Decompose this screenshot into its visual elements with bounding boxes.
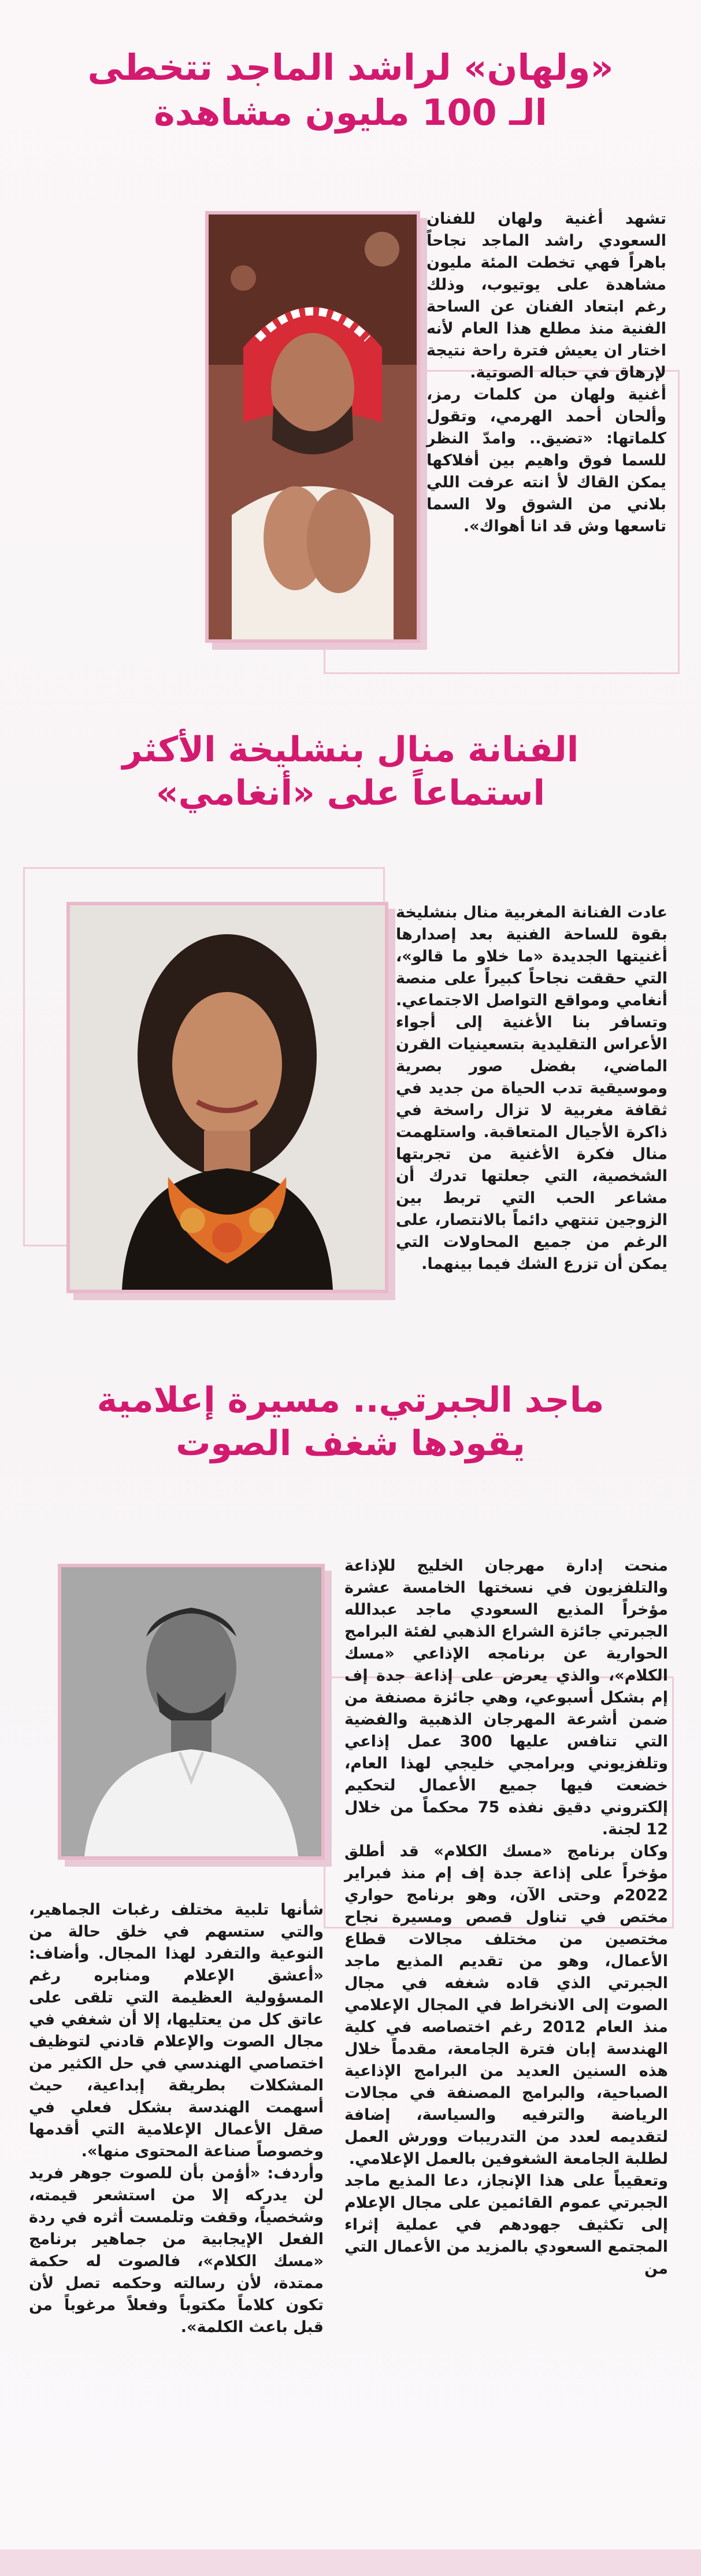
article1-headline	[29, 45, 672, 135]
singer-portrait-icon	[70, 905, 385, 1290]
headline-line: يقودها شغف الصوت	[176, 1423, 525, 1464]
presenter-portrait-icon	[61, 1567, 321, 1856]
bottom-band	[0, 2549, 701, 2576]
singer-portrait-icon	[209, 214, 417, 639]
headline-line: ماجد الجبرتي.. مسيرة إعلامية	[97, 1380, 604, 1420]
article-paragraph: وتعقيباً على هذا الإنجاز، دعا المذيع ماجد الجبرتي عموم القائمين على مجال الإعلام إلى تكثيف جهودهم في عملية إثراء المجتمع السعودي بالمزيد من الأعمال التي من	[344, 2172, 668, 2278]
article-paragraph: وكان برنامج «مسك الكلام» قد أطلق مؤخراً على إذاعة جدة إف إم منذ فبراير 2022م وحتى الآن، وهو برنامج حواري مختص في تناول قصص ومسيرة نجاح مختصين من مختلف مجالات قطاع الأعمال، وهو من تقديم المذيع ماجد الجبرتي الذي قاده شغفه في مجال الصوت إلى الانخراط في المجال الإعلامي منذ العام 2012 رغم اختصاصه في كلية الهندسة إبان فترة الجامعة، مقدماً خلال هذه السنين العديد من البرامج الإذاعية الصباحية، والبرامج المصنفة في مجالات الرياضة والترفيه والسياسة، إضافة لتقديمه لعدد من التدريبات وورش العمل لطلبة الجامعة الشغوفين بالعمل الإعلامي.	[344, 1842, 668, 2168]
article-paragraph: عادت الفنانة المغربية منال بنشليخة بقوة للساحة الفنية بعد إصدارها أغنيتها الجديدة «ما خلاو ما قالو»، التي حققت نجاحاً كبيراً على منصة أنغامي ومواقع التواصل الاجتماعي. وتسافر بنا الأغنية إلى أجواء الأعراس التقليدية بتسعينيات القرن الماضي، بفضل صور بصرية وموسيقية تدب الحياة من جديد في ثقافة مغربية لا تزال راسخة في ذاكرة الأجيال المتعاقبة. واستلهمت منال فكرة الأغنية من تجربتها الشخصية، التي جعلتها تدرك أن مشاعر الحب التي تربط بين الزوجين تنتهي دائماً بالانتصار، على الرغم من جميع المحاولات التي يمكن أن تزرع الشك فيما بينهما.	[396, 904, 667, 1273]
rashed-photo	[205, 211, 420, 643]
article1-text	[426, 208, 666, 538]
headline-line: الـ 100 مليون مشاهدة	[154, 91, 547, 134]
article-paragraph: تشهد أغنية ولهان للفنان السعودي راشد الماجد نجاحاً باهراً فهي تخطت المئة مليون مشاهدة على يوتيوب، وذلك رغم ابتعاد الفنان عن الساحة الفنية منذ مطلع هذا العام لأنه اختار ان يعيش فترة راحة نتيجة لإرهاق في حباله الصوتية.	[426, 210, 666, 382]
article-paragraph: وأردف: «أؤمن بأن للصوت جوهر فريد لن يدركه إلا من استشعر قيمته، وشخصياً، وقفت وتلمست أثره في ردة الفعل الإيجابية من جماهير برنامج «مسك الكلام»، فالصوت له حكمة ممتدة، لأن رسالته وحكمه تصل لأن تكون كلاماً مكتوباً وفعلاً مرغوباً من قبل باعث الكلمة».	[29, 2164, 324, 2336]
headline-line: استماعاً على «أنغامي»	[155, 773, 546, 813]
manal-photo	[66, 902, 388, 1293]
article2-text	[396, 902, 667, 1275]
article-paragraph: شأنها تلبية مختلف رغبات الجماهير، والتي ستسهم في خلق حالة من النوعية والتفرد لهذا المجال. وأضاف: «أعشق الإعلام ومنابره رغم المسؤولية العظيمة التي تلقى على عاتق كل من يعتليها، إلا أن شغفي في مجال الصوت والإعلام قادني لتوظيف اختصاصي الهندسي في حل الكثير من المشكلات بطريقة إبداعية، حيث أسهمت الهندسة بشكل فعلي في صقل الأعمال الإعلامية التي أقدمها وخصوصاً صناعة المحتوى منها».	[29, 1901, 324, 2160]
article-paragraph: منحت إدارة مهرجان الخليج للإذاعة والتلفزيون في نسختها الخامسة عشرة مؤخراً المذيع السعودي ماجد عبدالله الجبرتي جائزة الشراع الذهبي لفئة البرامج الحوارية عن برنامجه الإذاعي «مسك الكلام»، والذي يعرض على إذاعة جدة إف إم بشكل أسبوعي، وهي جائزة مصنفة من ضمن أشرعة المهرجان الذهبية والفضية التي تنافس عليها 300 عمل إذاعي وتلفزيوني وبرامجي خليجي لهذا العام، خضعت فيها جميع الأعمال لتحكيم إلكتروني دقيق نفذه 75 محكماً من خلال 12 لجنة.	[344, 1557, 668, 1838]
article-paragraph: أغنية ولهان من كلمات رمز، وألحان أحمد الهرمي، وتقول كلماتها: «تضيق.. وامدّ النظر للسما فوق واهيم بين أفلاكها يمكن القاك لأ انته عرفت اللي بلاني من الشوق ولا السما تاسعها وش قد انا أهواك».	[426, 386, 666, 535]
headline-line: الفنانة منال بنشليخة الأكثر	[122, 730, 579, 770]
article3-right-column	[344, 1555, 668, 2280]
article2-headline	[29, 728, 672, 815]
majed-photo	[58, 1564, 325, 1860]
headline-line: «ولهان» لراشد الماجد تتخطى	[87, 46, 614, 88]
article3-left-column	[29, 1899, 324, 2338]
article3-headline	[29, 1379, 672, 1465]
